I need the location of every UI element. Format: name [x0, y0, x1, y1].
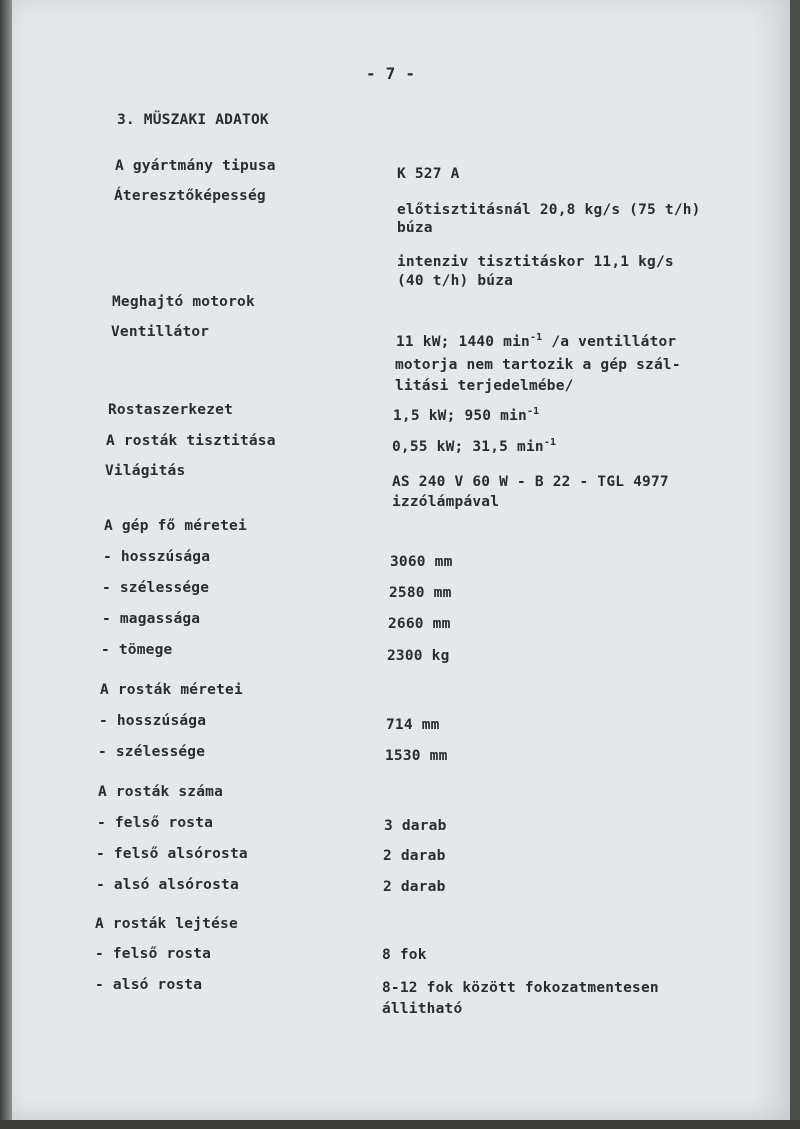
sieve-frame-power: 1,5 kW; 950 min: [393, 408, 527, 424]
throughput-pre-line-2: búza: [397, 220, 433, 236]
lighting-label: Világitás: [105, 463, 186, 479]
lighting-value-line-2: izzólámpával: [392, 494, 500, 510]
sieve-width-value: 1530 mm: [385, 748, 448, 764]
throughput-int-line-1: intenziv tisztitáskor 11,1 kg/s: [397, 254, 674, 270]
sieve-clean-exponent: -1: [543, 437, 557, 448]
sieve-frame-label: Rostaszerkezet: [108, 402, 234, 418]
lower-lower-sieve-value: 2 darab: [383, 879, 446, 895]
upper-lower-sieve-label: - felső alsórosta: [96, 846, 248, 862]
upper-sieve-value: 3 darab: [384, 818, 447, 834]
page-edge-shadow: [0, 0, 12, 1129]
sieve-slope-label: A rosták lejtése: [95, 916, 238, 932]
slope-upper-label: - felső rosta: [95, 946, 212, 962]
height-value: 2660 mm: [388, 616, 451, 632]
slope-lower-value-line-2: állitható: [382, 1001, 463, 1017]
width-label: - szélessége: [102, 580, 210, 596]
sieve-clean-power: 0,55 kW; 31,5 min: [392, 439, 544, 455]
lighting-value-line-1: AS 240 V 60 W - B 22 - TGL 4977: [392, 474, 669, 490]
throughput-label: Áteresztőképesség: [114, 188, 266, 204]
lower-lower-sieve-label: - alsó alsórosta: [96, 877, 239, 893]
motors-label: Meghajtó motorok: [112, 294, 255, 310]
slope-lower-label: - alsó rosta: [95, 977, 203, 993]
type-label: A gyártmány tipusa: [115, 158, 276, 174]
background-bottom: [0, 1120, 800, 1129]
length-value: 3060 mm: [390, 554, 453, 570]
upper-lower-sieve-value: 2 darab: [383, 848, 446, 864]
sieve-dimensions-label: A rosták méretei: [100, 682, 243, 698]
sieve-length-value: 714 mm: [386, 717, 440, 733]
sieve-clean-value: [392, 437, 556, 455]
sieve-width-label: - szélessége: [98, 744, 206, 760]
page-number: - 7 -: [366, 64, 416, 83]
sieve-frame-exponent: -1: [526, 406, 540, 417]
sieve-length-label: - hosszúsága: [99, 713, 207, 729]
section-title: 3. MÜSZAKI ADATOK: [117, 112, 269, 128]
sieve-frame-value: [393, 406, 539, 424]
fan-value-power: 11 kW; 1440 min: [396, 334, 530, 350]
type-value: K 527 A: [397, 166, 460, 182]
sieve-clean-label: A rosták tisztitása: [106, 433, 276, 449]
slope-lower-value-line-1: 8-12 fok között fokozatmentesen: [382, 980, 659, 996]
fan-value-line-1: [396, 332, 676, 350]
throughput-pre-line-1: előtisztitásnál 20,8 kg/s (75 t/h): [397, 202, 701, 218]
upper-sieve-label: - felső rosta: [97, 815, 214, 831]
fan-label: Ventillátor: [111, 324, 210, 340]
length-label: - hosszúsága: [103, 549, 211, 565]
sieve-count-label: A rosták száma: [98, 784, 224, 800]
mass-value: 2300 kg: [387, 648, 450, 664]
throughput-int-line-2: (40 t/h) búza: [397, 273, 514, 289]
width-value: 2580 mm: [389, 585, 452, 601]
fan-value-note: /a ventillátor: [551, 334, 677, 350]
fan-value-line-2: motorja nem tartozik a gép szál-: [395, 357, 681, 373]
slope-upper-value: 8 fok: [382, 947, 427, 963]
fan-value-line-3: litási terjedelmébe/: [395, 378, 574, 394]
fan-value-exponent: -1: [529, 332, 543, 343]
main-dimensions-label: A gép fő méretei: [104, 518, 247, 534]
height-label: - magassága: [102, 611, 201, 627]
mass-label: - tömege: [101, 642, 173, 658]
